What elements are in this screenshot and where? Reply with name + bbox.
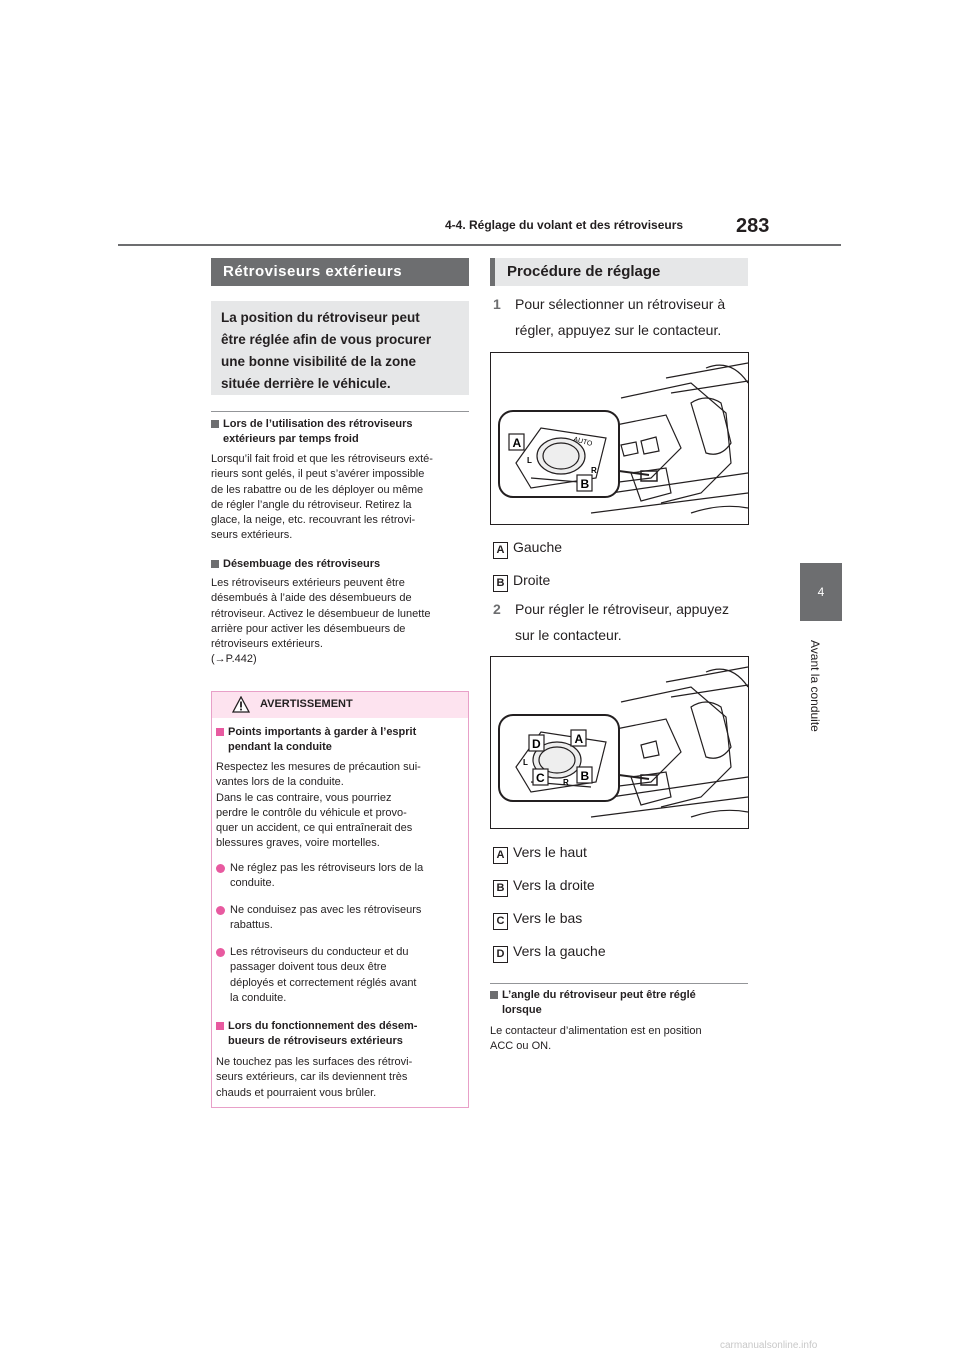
callout-a: A (512, 436, 522, 450)
page-number: 283 (736, 215, 770, 237)
warning-bullet: Ne conduisez pas avec les rétroviseurs rabattus. (216, 903, 480, 934)
warning-subheading-driving: Points importants à garder à l’esprit pendant la conduite (216, 725, 478, 755)
legend-item: B Droite (493, 571, 550, 592)
callout-b: B (580, 769, 590, 783)
chapter-tab: 4 (800, 563, 842, 621)
header-rule (118, 244, 841, 246)
subheading-defogging: Désembuage des rétroviseurs (211, 557, 483, 572)
warning-subheading-defogger: Lors du fonctionnement des désem- bueurs de rétroviseurs extérieurs (216, 1019, 478, 1049)
svg-text:L: L (527, 456, 532, 465)
watermark: carmanualsonline.info (720, 1340, 818, 1351)
warning-header (212, 692, 468, 718)
subheading-angle-conditions: L’angle du rétroviseur peut être réglé lorsque (490, 988, 764, 1018)
chapter-label: Avant la conduite (808, 640, 822, 732)
section-heading-exterior-mirrors: Rétroviseurs extérieurs (211, 258, 469, 286)
step-2: 2 Pour régler le rétroviseur, appuyez sur le contacteur. (493, 601, 729, 643)
warning-paragraph-defogger: Ne touchez pas les surfaces des rétrovi- seurs extérieurs, car ils deviennent très chauds et pourraient vous brûler. (216, 1056, 413, 1099)
divider (211, 411, 469, 412)
paragraph-angle-conditions: Le contacteur d’alimentation est en position ACC ou ON. (490, 1025, 702, 1053)
warning-bullet: Ne réglez pas les rétroviseurs lors de la conduite. (216, 861, 480, 892)
callout-b: B (580, 477, 590, 491)
callout-c: C (536, 771, 545, 785)
legend-item: B Vers la droite (493, 876, 595, 897)
warning-paragraph-driving: Respectez les mesures de précaution sui- vantes lors de la conduite. Dans le cas contraire, vous pourriez perdre le contrôle du véhicule et provo- quer un accident, ce qui entraînerait des blessures graves, voire mortelles. (216, 761, 421, 850)
square-bullet-icon (211, 420, 219, 428)
round-bullet-icon (216, 948, 225, 957)
warning-bullet: Les rétroviseurs du conducteur et du passager doivent tous deux être déployés et correctement réglés avant la conduite. (216, 945, 480, 1006)
mirror-switch-illustration-adjust (490, 656, 749, 829)
callout-d: D (532, 737, 541, 751)
round-bullet-icon (216, 906, 225, 915)
svg-text:R: R (563, 778, 569, 787)
mirror-switch-illustration-select (490, 352, 749, 525)
paragraph-cold-weather: Lorsqu’il fait froid et que les rétroviseurs exté- rieurs sont gelés, il peut s’avérer impossible de les rabattre ou de les déployer ou même de régler l’angle du rétroviseur. Retirez la glace, la neige, etc. recouvrant les rétrovi- seurs extérieurs. (211, 453, 433, 542)
svg-text:AUTO: AUTO (572, 436, 593, 448)
step-1: 1 Pour sélectionner un rétroviseur à régler, appuyez sur le contacteur. (493, 296, 726, 338)
paragraph-defogging: Les rétroviseurs extérieurs peuvent être désembués à l’aide des désembueurs de rétroviseur. Activez le désembueur de lunette arrière pour activer les désembueurs de rétroviseurs extérieurs. (→P.442) (211, 577, 431, 666)
warning-triangle-icon (232, 696, 250, 713)
legend-item: C Vers le bas (493, 909, 582, 930)
legend-item: A Gauche (493, 538, 562, 559)
section-heading-adjustment: Procédure de réglage (490, 258, 748, 286)
legend-item: A Vers le haut (493, 843, 587, 864)
legend-item: D Vers la gauche (493, 942, 606, 963)
svg-text:L: L (523, 758, 528, 767)
square-bullet-icon (216, 728, 224, 736)
square-bullet-icon (216, 1022, 224, 1030)
square-bullet-icon (211, 560, 219, 568)
round-bullet-icon (216, 864, 225, 873)
intro-box: La position du rétroviseur peut être réglée afin de vous procurer une bonne visibilité de la zone située derrière le véhicule. (211, 301, 469, 395)
square-bullet-icon (490, 991, 498, 999)
callout-a: A (574, 732, 584, 746)
section-title: 4-4. Réglage du volant et des rétroviseurs (445, 218, 684, 232)
svg-text:R: R (591, 466, 597, 475)
warning-title: AVERTISSEMENT (260, 698, 353, 710)
subheading-cold-weather: Lors de l’utilisation des rétroviseurs extérieurs par temps froid (211, 417, 483, 447)
divider (490, 983, 748, 984)
